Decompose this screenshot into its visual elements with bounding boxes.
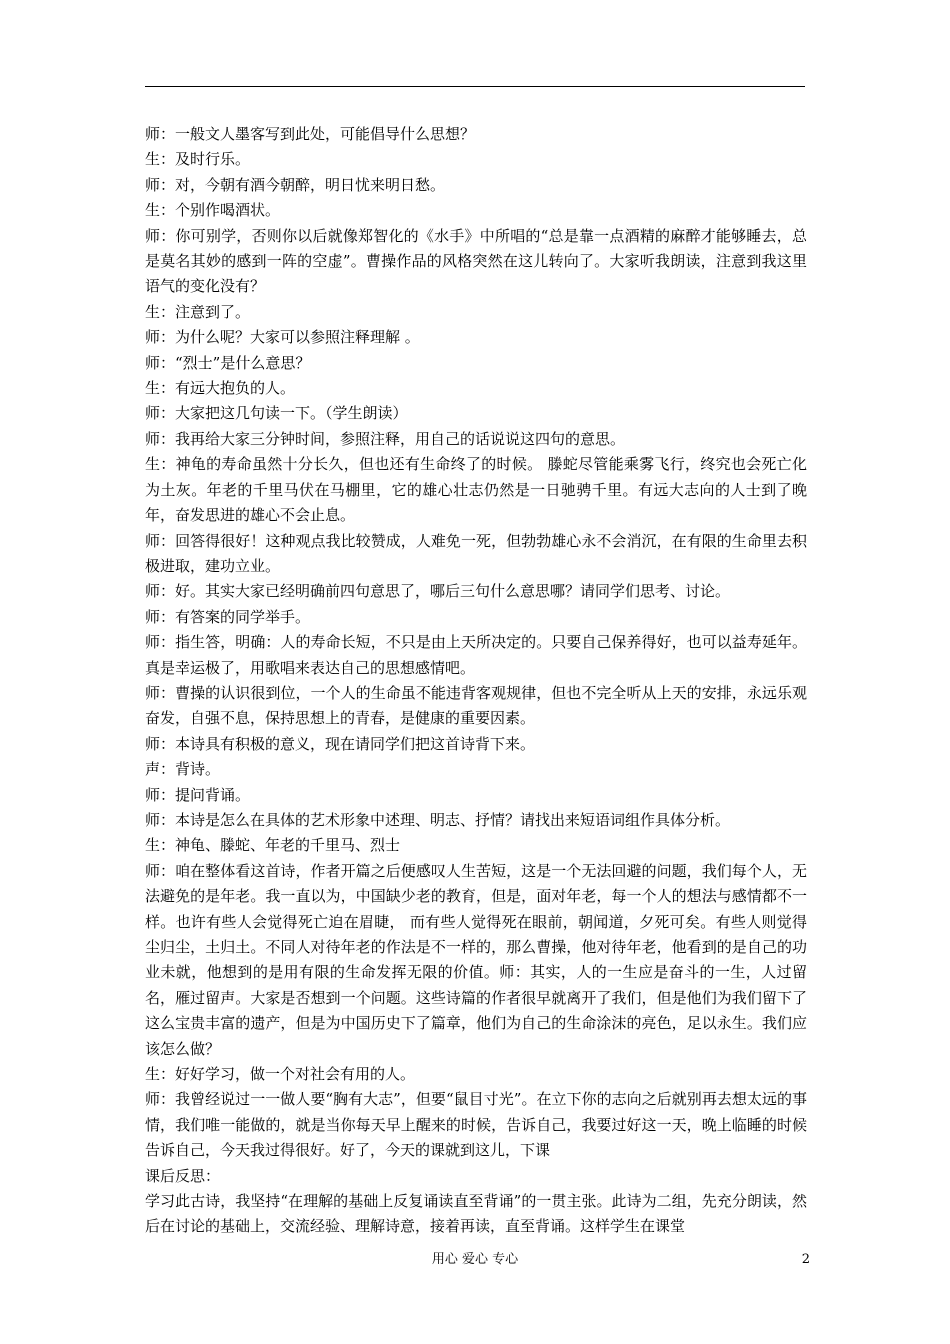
paragraph: 生：个别作喝酒状。 <box>145 201 281 220</box>
paragraph: 师：本诗是怎么在具体的艺术形象中述理、明志、抒情？请找出来短语词组作具体分析。 <box>145 810 731 829</box>
paragraph: 师：好。其实大家已经明确前四句意思了，哪后三句什么意思哪？请同学们思考、讨论。 <box>145 582 731 601</box>
paragraph: 声：背诗。 <box>145 760 221 779</box>
paragraph: 师：指生答，明确：人的寿命长短，不只是由上天所决定的。只要自己保养得好，也可以益寿延年。真是幸运极了，用歌唱来表达自己的思想感情吧。 <box>145 633 807 677</box>
paragraph: 生：好好学习，做一个对社会有用的人。 <box>145 1065 416 1084</box>
paragraph: 师：咱在整体看这首诗，作者开篇之后便感叹人生苦短，这是一个无法回避的问题，我们每个人，无法避免的是年老。我一直以为，中国缺少老的教育，但是，面对年老，每一个人的想法与感情都不一样。也许有些人会觉得死亡迫在眉睫， 而有些人觉得死在眼前，朝闻道，夕死可矣。有些人则觉得尘归尘，土归土。不同人对待年老的作法是不一样的，那么曹操，他对待年老，他看到的是自己的功业未就，他想到的是用有限的生命发挥无限的价值。师：其实，人的一生应是奋斗的一生，人过留名，雁过留声。大家是否想到一个问题。这些诗篇的作者很早就离开了我们，但是他们为我们留下了这么宝贵丰富的遗产，但是为中国历史下了篇章，他们为自己的生命涂沫的亮色，足以永生。我们应该怎么做？ <box>145 861 807 1058</box>
footer-text: 用心 爱心 专心 <box>431 1252 519 1267</box>
paragraph: 师：有答案的同学举手。 <box>145 607 311 626</box>
paragraph: 生：神龟的寿命虽然十分长久，但也还有生命终了的时候。 滕蛇尽管能乘雾飞行，终究也会死亡化为土灰。年老的千里马伏在马棚里，它的雄心壮志仍然是一日驰骋千里。有远大志向的人士到了晚年，奋发思进的雄心不会止息。 <box>145 455 807 525</box>
paragraph: 师：为什么呢？大家可以参照注释理解 。 <box>145 328 420 347</box>
paragraph: 师：我曾经说过一一做人要“胸有大志”，但要“鼠目寸光”。在立下你的志向之后就别再去想太远的事情，我们唯一能做的，就是当你每天早上醒来的时候，告诉自己，我要过好这一天，晚上临睡的时候告诉自己，今天我过得很好。好了，今天的课就到这儿，下课 <box>145 1090 807 1160</box>
paragraph: 课后反思： <box>145 1166 221 1185</box>
paragraph: 生：及时行乐。 <box>145 150 251 169</box>
paragraph: 师：本诗具有积极的意义，现在请同学们把这首诗背下来。 <box>145 734 536 753</box>
paragraph: 师：大家把这几句读一下。（学生朗读） <box>145 404 408 423</box>
paragraph: 生：注意到了。 <box>145 302 251 321</box>
paragraph: 师：你可别学，否则你以后就像郑智化的《水手》中所唱的“总是靠一点酒精的麻醉才能够睡去，总是莫名其妙的感到一阵的空虚”。曹操作品的风格突然在这儿转向了。大家听我朗读，注意到我这里语气的变化没有？ <box>145 226 807 296</box>
paragraph: 师：提问背诵。 <box>145 785 251 804</box>
paragraph: 师：对，今朝有酒今朝醉，明日忧来明日愁。 <box>145 175 446 194</box>
paragraph: 师：曹操的认识很到位，一个人的生命虽不能违背客观规律，但也不完全听从上天的安排，永远乐观奋发，自强不息，保持思想上的青春，是健康的重要因素。 <box>145 683 807 728</box>
paragraph: 生：有远大抱负的人。 <box>145 379 296 398</box>
paragraph: 师：一般文人墨客写到此处，可能倡导什么思想？ <box>145 125 476 143</box>
paragraph: 学习此古诗，我坚持“在理解的基础上反复诵读直至背诵”的一贯主张。此诗为二组，先充分朗读，然后在讨论的基础上，交流经验、理解诗意，接着再读，直至背诵。这样学生在课堂 <box>145 1192 807 1236</box>
paragraph: 师：回答得很好！这种观点我比较赞成，人难免一死，但勃勃雄心永不会消沉，在有限的生命里去积极进取，建功立业。 <box>145 531 807 575</box>
page-number: 2 <box>801 1252 810 1267</box>
header-rule <box>145 86 805 87</box>
paragraph: 师：我再给大家三分钟时间，参照注释，用自己的话说说这四句的意思。 <box>145 429 626 448</box>
paragraph: 师：“烈士”是什么意思？ <box>145 353 311 372</box>
document-body <box>145 122 807 1240</box>
paragraph: 生：神龟、滕蛇、年老的千里马、烈士 <box>145 836 401 855</box>
